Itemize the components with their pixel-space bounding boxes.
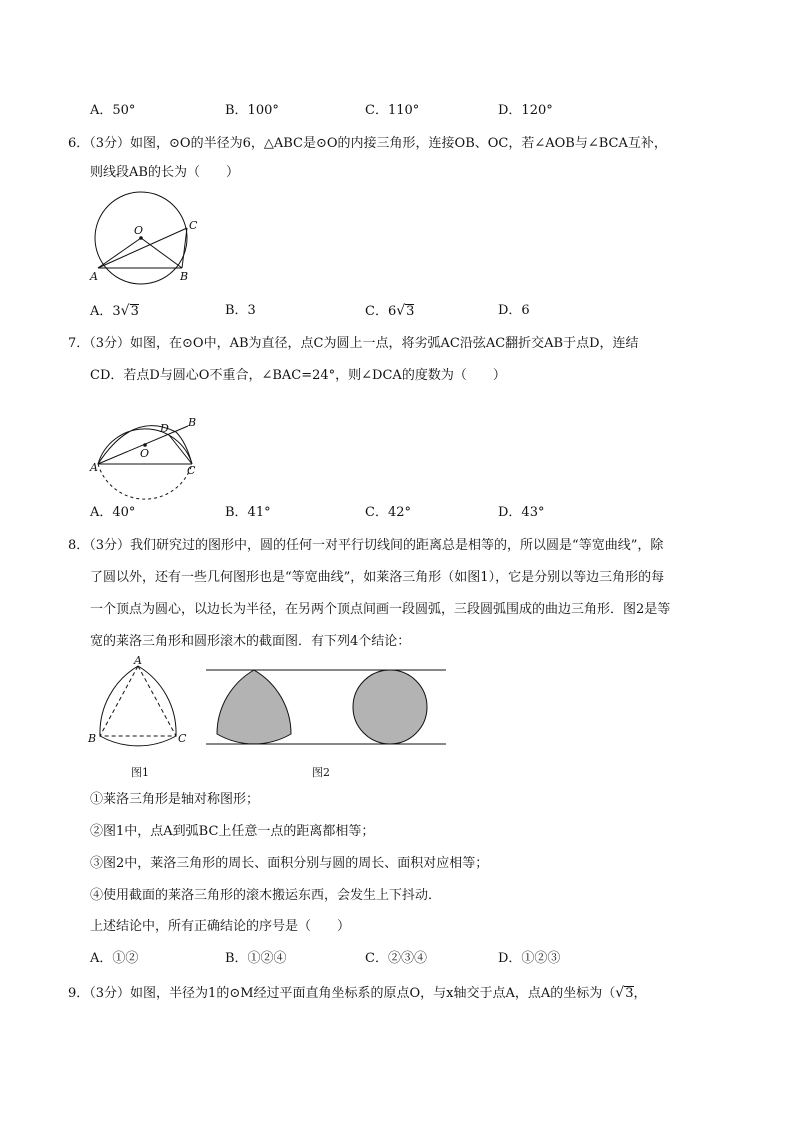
q7-option-b: B．41° [225,505,271,520]
q6-circle-figure [88,190,203,285]
q8-stem-line2: 了圆以外，还有一些几何图形也是“等宽曲线”，如莱洛三角形（如图1），它是分别以等边三角形的每 [90,570,665,585]
q5-option-d: D．120° [498,103,553,118]
q6-label-o: O [134,224,144,237]
q9-stem-radicand: 3 [625,986,634,1001]
q8-fig1-reuleaux-outline [100,666,176,746]
q8-fig1-reuleaux [86,654,196,749]
q6-segment-ob [141,238,182,268]
q7-label-a: A [90,461,98,474]
q6-option-c [365,301,414,322]
q8-fig2-caption: 图2 [312,766,330,779]
q8-fig1-label-b: B [88,732,97,745]
q6-label-b: B [180,270,189,283]
q6-option-a-radicand: 3 [130,304,139,319]
q6-option-c-prefix: C．6 [365,304,397,319]
q9-stem-suffix: ， [633,986,647,1001]
q7-circle-figure [88,392,203,502]
q6-label-a: A [90,270,98,283]
q8-fig2-rollers [204,664,448,748]
q6-segment-oa [98,238,141,268]
q6-option-a-prefix: A．3 [90,304,121,319]
q7-stem-line1: 7．（3分）如图，在⊙O中，AB为直径，点C为圆上一点，将劣弧AC沿弦AC翻折交AB于点D，连结 [68,336,639,351]
q6-stem-line2: 则线段AB的长为（ ） [90,165,239,180]
q8-option-d: D．①②③ [498,951,561,966]
q7-label-d: D [160,422,169,435]
q5-option-b: B．100° [225,103,279,118]
q8-stem-line3: 一个顶点为圆心，以边长为半径，在另两个顶点间画一段圆弧，三段圆弧围成的曲边三角形．图2是等 [90,602,671,617]
q6-option-d: D．6 [498,303,530,318]
q5-option-a: A．50° [90,103,136,118]
q8-fig2-reuleaux-roller [217,670,291,744]
q7-label-b: B [188,416,197,429]
q7-option-c: C．42° [365,505,411,520]
q8-option-a: A．①② [90,951,139,966]
q7-label-o: O [140,447,150,460]
q8-option-c: C．②③④ [365,951,427,966]
q8-statement-4: ④使用截面的莱洛三角形的滚木搬运东西，会发生上下抖动． [90,888,442,903]
q6-option-a [90,301,139,322]
q7-stem-line2: CD．若点D与圆心O不重合，∠BAC=24°，则∠DCA的度数为（ ） [90,368,506,383]
q6-option-b: B．3 [225,303,256,318]
q8-stem-line4: 宽的莱洛三角形和圆形滚木的截面图．有下列4个结论： [90,634,411,649]
q8-fig1-label-a: A [134,654,142,667]
radical-sign: √ [120,303,130,319]
q9-stem-prefix: 9．（3分）如图，半径为1的⊙M经过平面直角坐标系的原点O，与x轴交于点A，点A的坐标为（ [68,986,616,1001]
q8-fig1-equilateral-triangle [100,666,176,736]
q8-fig2-circle-roller [353,670,427,744]
q8-statement-1: ①莱洛三角形是轴对称图形； [90,792,260,807]
radical-sign: √ [396,303,406,319]
q8-stem-line1: 8．（3分）我们研究过的图形中，圆的任何一对平行切线间的距离总是相等的，所以圆是“等宽曲线”，除 [68,538,664,553]
q6-option-c-radicand: 3 [406,304,415,319]
q8-fig1-label-c: C [178,732,187,745]
q7-option-a: A．40° [90,505,136,520]
q7-segment-cd [169,435,192,464]
q8-option-b: B．①②④ [225,951,287,966]
q8-statement-3: ③图2中，莱洛三角形的周长、面积分别与圆的周长、面积对应相等； [90,856,489,871]
q8-statement-2: ②图1中，点A到弧BC上任意一点的距离都相等； [90,824,375,839]
q5-option-c: C．110° [365,103,420,118]
q8-question: 上述结论中，所有正确结论的序号是（ ） [90,919,351,934]
q6-stem-line1: 6．（3分）如图，⊙O的半径为6，△ABC是⊙O的内接三角形，连接OB、OC，若∠AOB与∠BCA互补， [68,136,667,151]
q8-fig1-caption: 图1 [131,766,149,779]
radical-sign: √ [615,985,625,1001]
q7-label-c: C [187,464,196,477]
q6-label-c: C [189,219,198,232]
q7-option-d: D．43° [498,505,545,520]
q9-stem-line1 [68,983,647,1004]
q7-circle-lower-arc [98,464,192,499]
